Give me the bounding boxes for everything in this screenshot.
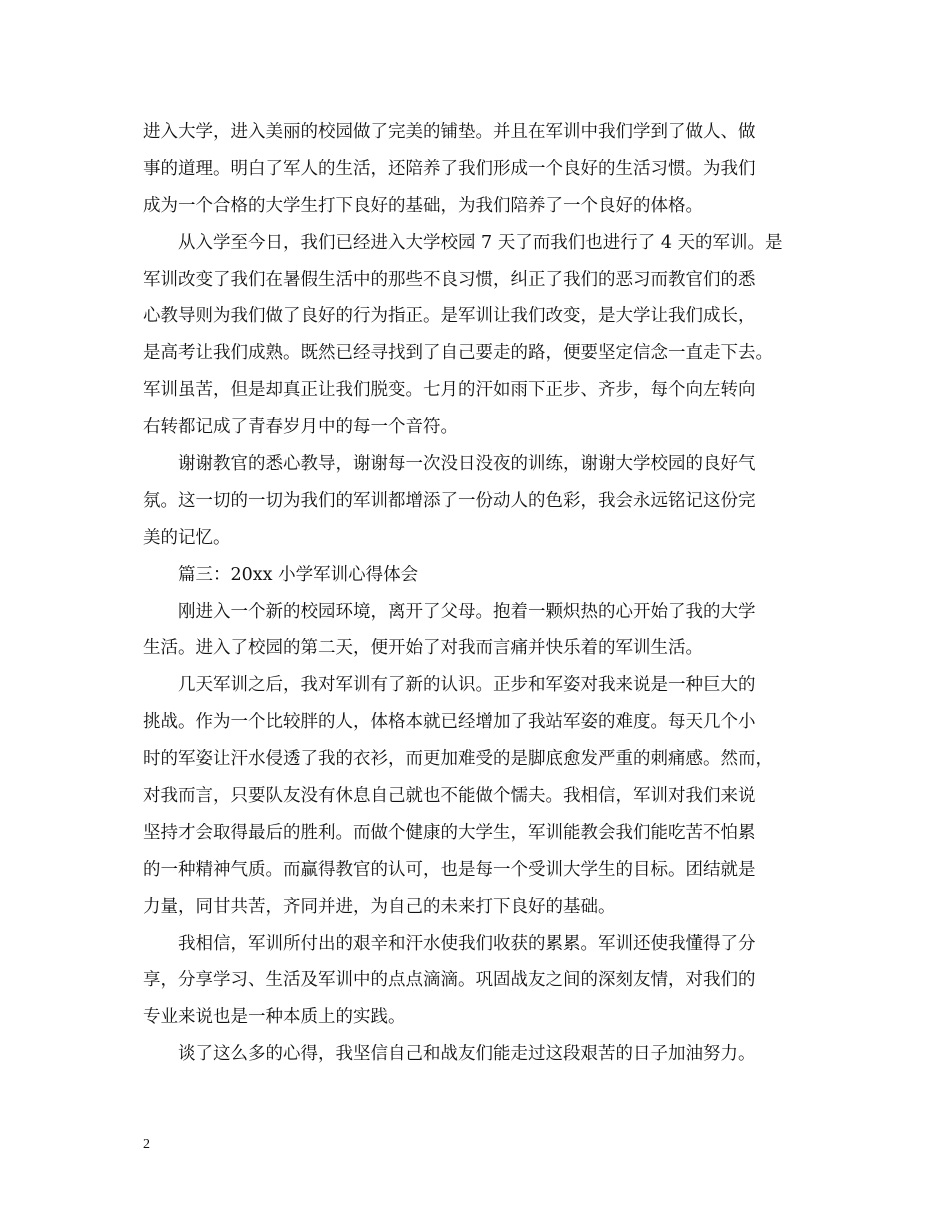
paragraph-start-line: 谢谢教官的悉心教导，谢谢每一次没日没夜的训练，谢谢大学校园的良好气 bbox=[178, 454, 756, 475]
paragraph-start-line: 几天军训之后，我对军训有了新的认识。正步和军姿对我来说是一种巨大的 bbox=[178, 675, 756, 696]
text-line: 力量，同甘共苦，齐同并进，为自己的未来打下良好的基础。 bbox=[143, 896, 616, 917]
text-line: 生活。进入了校园的第二天，便开始了对我而言痛并快乐着的军训生活。 bbox=[143, 638, 703, 659]
text-line: 的一种精神气质。而赢得教官的认可，也是每一个受训大学生的目标。团结就是 bbox=[143, 859, 756, 880]
page-number: 2 bbox=[143, 1137, 150, 1152]
paragraph-start-line: 我相信，军训所付出的艰辛和汗水使我们收获的累累。军训还使我懂得了分 bbox=[178, 933, 756, 954]
text-line: 心教导则为我们做了良好的行为指正。是军训让我们改变，是大学让我们成长， bbox=[143, 306, 756, 327]
text-line: 坚持才会取得最后的胜利。而做个健康的大学生，军训能教会我们能吃苦不怕累 bbox=[143, 822, 756, 843]
section-heading: 篇三：20xx 小学军训心得体会 bbox=[178, 564, 419, 585]
text-line: 挑战。作为一个比较胖的人，体格本就已经增加了我站军姿的难度。每天几个小 bbox=[143, 712, 756, 733]
text-line: 对我而言，只要队友没有休息自己就也不能做个懦夫。我相信，军训对我们来说 bbox=[143, 786, 756, 807]
text-line: 是高考让我们成熟。既然已经寻找到了自己要走的路，便要坚定信念一直走下去。 bbox=[143, 343, 773, 364]
body-text bbox=[143, 114, 823, 1073]
text-line: 美的记忆。 bbox=[143, 527, 231, 548]
text-line: 专业来说也是一种本质上的实践。 bbox=[143, 1007, 406, 1028]
text-line: 事的道理。明白了军人的生活，还陪养了我们形成一个良好的生活习惯。为我们 bbox=[143, 158, 756, 179]
text-line: 右转都记成了青春岁月中的每一个音符。 bbox=[143, 417, 458, 438]
text-line: 享，分享学习、生活及军训中的点点滴滴。巩固战友之间的深刻友情，对我们的 bbox=[143, 970, 756, 991]
paragraph-start-line: 从入学至今日，我们已经进入大学校园 7 天了而我们也进行了 4 天的军训。是 bbox=[178, 232, 783, 253]
text-line: 军训改变了我们在暑假生活中的那些不良习惯，纠正了我们的恶习而教官们的悉 bbox=[143, 269, 756, 290]
text-line: 时的军姿让汗水侵透了我的衣衫，而更加难受的是脚底愈发严重的刺痛感。然而， bbox=[143, 749, 773, 770]
text-line: 军训虽苦，但是却真正让我们脱变。七月的汗如雨下正步、齐步，每个向左转向 bbox=[143, 380, 756, 401]
text-line: 进入大学，进入美丽的校园做了完美的铺垫。并且在军训中我们学到了做人、做 bbox=[143, 122, 756, 142]
paragraph-start-line: 刚进入一个新的校园环境，离开了父母。抱着一颗炽热的心开始了我的大学 bbox=[178, 601, 756, 622]
text-line: 成为一个合格的大学生打下良好的基础，为我们陪养了一个良好的体格。 bbox=[143, 195, 703, 216]
text-line: 氛。这一切的一切为我们的军训都增添了一份动人的色彩，我会永远铭记这份完 bbox=[143, 490, 756, 511]
paragraph-start-line: 谈了这么多的心得，我坚信自己和战友们能走过这段艰苦的日子加油努力。 bbox=[178, 1044, 756, 1065]
